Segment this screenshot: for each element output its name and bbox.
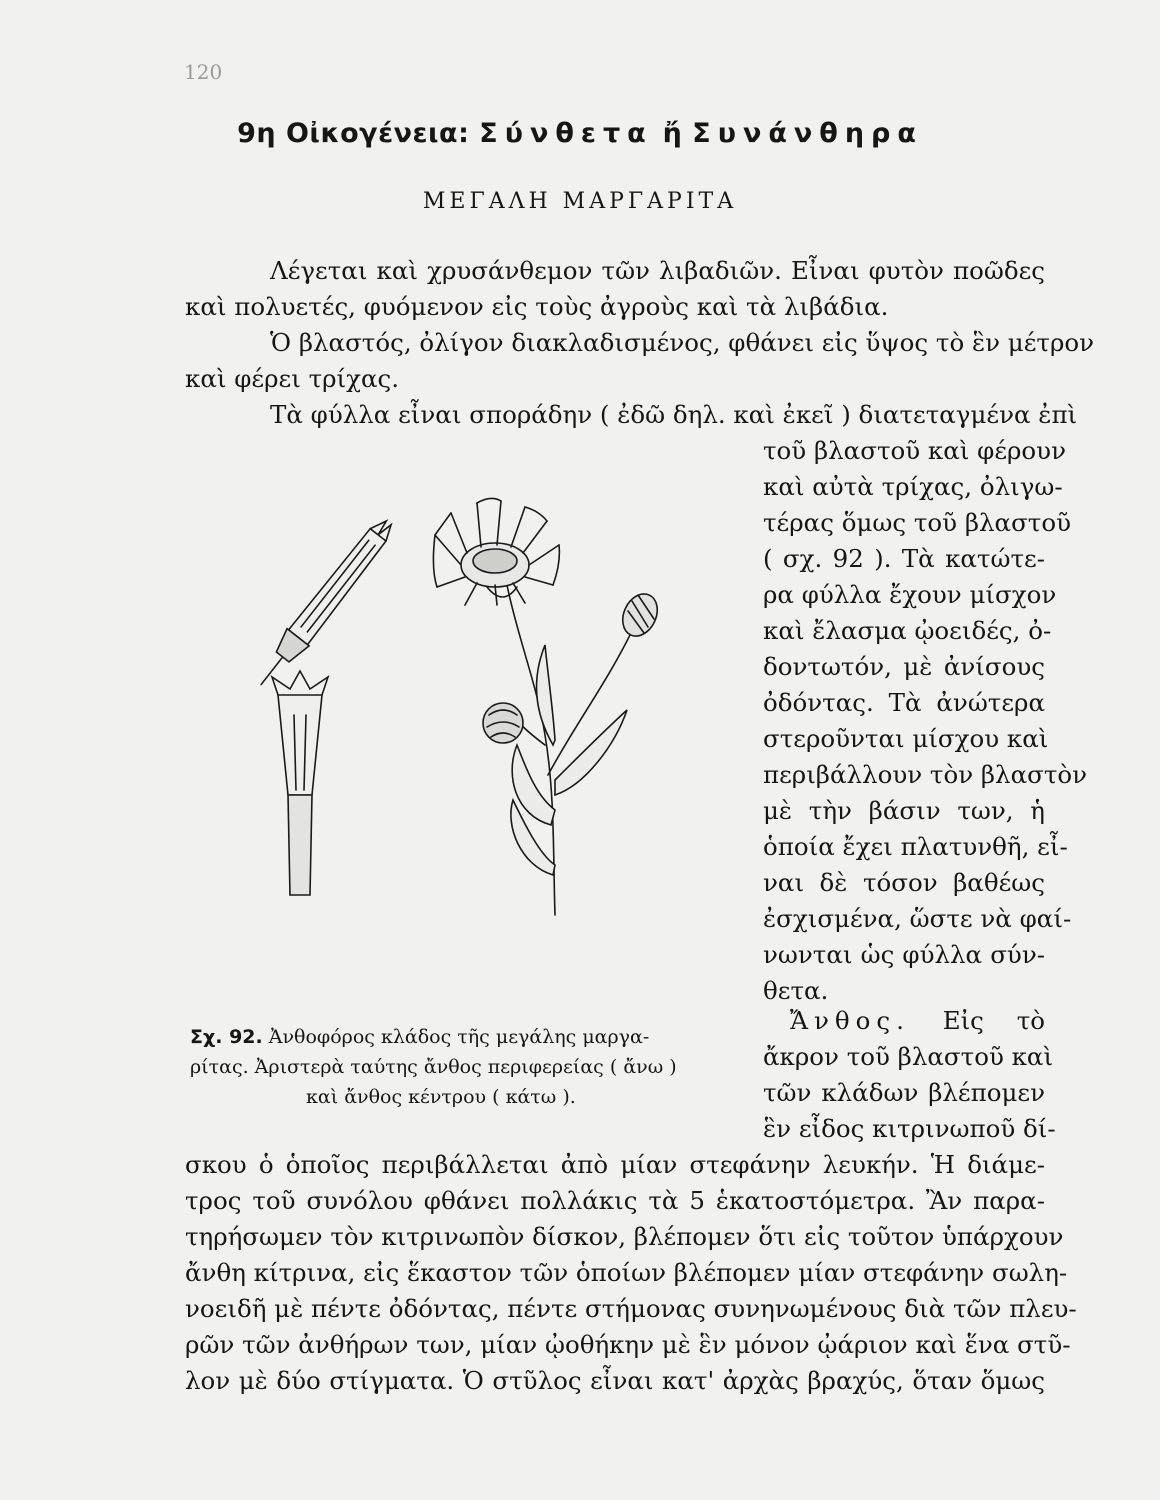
flower-receptacle xyxy=(487,587,517,597)
text-line: τηρήσωμεν τὸν κιτρινωπὸν δίσκον, βλέπομεν ὅτι εἰς τοῦτον ὑπάρχουν xyxy=(185,1222,1064,1251)
anthos-line-start: Εἰς τὸ xyxy=(942,1006,1045,1035)
column-line: ρα φύλλα ἔχουν μίσχον xyxy=(763,580,1057,609)
text-line: νοειδῆ μὲ πέντε ὀδόντας, πέντε στήμονας συνηνωμένους διὰ τῶν πλευ- xyxy=(185,1294,1077,1323)
anthos-line: τῶν κλάδων βλέπομεν xyxy=(763,1078,1045,1107)
family-label: 9η Οἰκογένεια: xyxy=(237,118,470,149)
text-line: Τὰ φύλλα εἶναι σποράδην ( ἐδῶ δηλ. καὶ ἐκεῖ ) διατεταγμένα ἐπὶ xyxy=(270,400,1078,429)
column-line: στεροῦνται μίσχου καὶ xyxy=(763,724,1049,753)
figure-label: Σχ. 92. xyxy=(190,1026,263,1048)
anthos-heading: Ἄνθος. xyxy=(790,1006,910,1035)
closed-bud xyxy=(483,703,523,743)
section-title: ΜΕΓΑΛΗ ΜΑΡΓΑΡΙΤΑ xyxy=(422,189,738,214)
text-line: ρῶν τῶν ἀνθήρων των, μίαν ᾠοθήκην μὲ ἓν μόνον ᾠάριον καὶ ἕνα στῦ- xyxy=(185,1330,1071,1359)
text-line: καὶ φέρει τρίχας. xyxy=(185,364,400,393)
family-name-1: Σύνθετα xyxy=(479,118,653,149)
text-line: Λέγεται καὶ χρυσάνθεμον τῶν λιβαδιῶν. Εἶναι φυτὸν ποῶδες xyxy=(270,256,1045,285)
column-line: περιβάλλουν τὸν βλαστὸν xyxy=(763,760,1088,789)
figure-caption-line: ρίτας. Ἀριστερὰ ταύτης ἄνθος περιφερείας ( ἄνω ) xyxy=(190,1056,677,1078)
text-line: Ὁ βλαστός, ὀλίγον διακλαδισμένος, φθάνει εἰς ὕψος τὸ ἓν μέτρον xyxy=(270,328,1095,357)
column-line: ἐσχισμένα, ὥστε νὰ φαί- xyxy=(763,904,1072,933)
figure-caption-text: Ἀνθοφόρος κλάδος τῆς μεγάλης μαργα- xyxy=(268,1026,650,1048)
family-name-2: Συνάνθηρα xyxy=(692,118,923,149)
column-line: ὀδόντας. Τὰ ἀνώτερα xyxy=(763,688,1045,717)
leaf xyxy=(555,710,627,795)
text-line: ἄνθη κίτρινα, εἰς ἕκαστον τῶν ὁποίων βλέπομεν μίαν στεφάνην σωλη- xyxy=(185,1258,1068,1287)
column-line: θετα. xyxy=(763,976,829,1005)
column-line: τοῦ βλαστοῦ καὶ φέρουν xyxy=(763,436,1066,465)
column-line: ( σχ. 92 ). Τὰ κατώτε- xyxy=(763,544,1045,573)
text-line: λον μὲ δύο στίγματα. Ὁ στῦλος εἶναι κατ' ἀρχὰς βραχύς, ὅταν ὅμως xyxy=(185,1366,1045,1395)
flower-bud xyxy=(616,588,664,641)
column-line: καὶ ἔλασμα ᾠοειδές, ὀ- xyxy=(763,616,1052,645)
anthos-line: ἓν εἶδος κιτρινωποῦ δί- xyxy=(763,1114,1056,1143)
column-line: καὶ αὐτὰ τρίχας, ὀλιγω- xyxy=(763,472,1063,501)
daisy-illustration xyxy=(255,495,715,925)
text-line: σκου ὁ ὁποῖος περιβάλλεται ἀπὸ μίαν στεφάνην λευκήν. Ἡ διάμε- xyxy=(185,1150,1045,1179)
column-line: δοντωτόν, μὲ ἀνίσους xyxy=(763,652,1045,681)
anthos-line: ἄκρον τοῦ βλαστοῦ καὶ xyxy=(763,1042,1054,1071)
column-line: νωνται ὡς φύλλα σύν- xyxy=(763,940,1045,969)
column-line: ναι δὲ τόσον βαθέως xyxy=(763,868,1045,897)
figure-caption-line: καὶ ἄνθος κέντρου ( κάτω ). xyxy=(306,1086,576,1108)
leaf xyxy=(537,645,555,745)
flower-head xyxy=(433,498,559,605)
text-line: τρος τοῦ συνόλου φθάνει πολλάκις τὰ 5 ἑκατοστόμετρα. Ἂν παρα- xyxy=(185,1186,1045,1215)
disc-floret xyxy=(255,514,399,694)
page-number: 120 xyxy=(184,60,223,84)
anthos-line xyxy=(790,1006,1045,1036)
text-line: καὶ πολυετές, φυόμενον εἰς τοὺς ἀγροὺς καὶ τὰ λιβάδια. xyxy=(185,292,889,321)
column-line: ὁποία ἔχει πλατυνθῆ, εἶ- xyxy=(763,832,1068,861)
chapter-heading xyxy=(160,118,1000,149)
column-line: τέρας ὅμως τοῦ βλαστοῦ xyxy=(763,508,1072,537)
figure-caption-line xyxy=(190,1025,649,1049)
ray-floret xyxy=(272,671,328,895)
family-conjunction: ἤ xyxy=(662,118,683,149)
column-line: μὲ τὴν βάσιν των, ἡ xyxy=(763,796,1045,825)
